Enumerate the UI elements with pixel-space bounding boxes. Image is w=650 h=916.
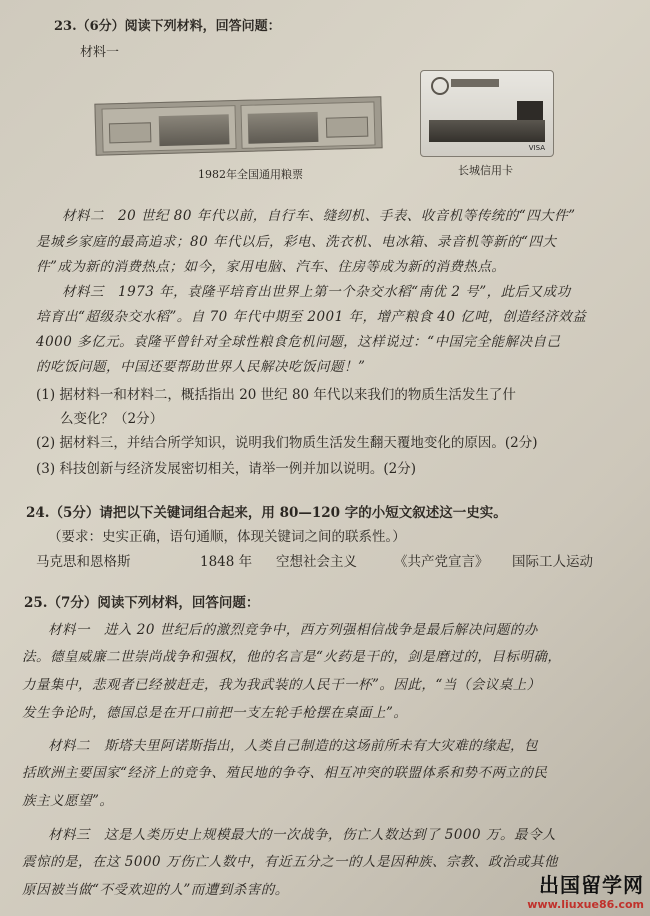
q25-material3-line: 材料三 这是人类历史上规模最大的一次战争，伤亡人数达到了 5000 万。最令人 (48, 827, 556, 843)
watermark-url: www.liuxue86.com (527, 898, 644, 911)
q24-requirement: （要求：史实正确，语句通顺，体现关键词之间的联系性。） (48, 529, 406, 545)
q23-material3-line: 培育出“超级杂交水稻”。自 70 年代中期至 2001 年，增产粮食 40 亿吨，创造经济效益 (36, 309, 587, 325)
q24-keyword: 1848 年 (200, 554, 253, 570)
q24-keyword: 空想社会主义 (276, 554, 357, 570)
q25-material1-line: 发生争论时，德国总是在开口前把一支左轮手枪摆在桌面上”。 (22, 705, 408, 721)
q25-material3-line: 震惊的是，在这 5000 万伤亡人数中，有近五分之一的人是因种族、宗教、政治或其他 (22, 854, 558, 870)
q25-material2-line: 括欧洲主要国家“经济上的竞争、殖民地的争夺、相互冲突的联盟体系和势不两立的民 (22, 765, 548, 781)
q25-material1-line: 材料一 进入 20 世纪后的激烈竞争中，西方列强相信战争是最后解决问题的办 (48, 622, 538, 638)
q23-material3-line: 4000 多亿元。袁隆平曾针对全球性粮食危机问题，这样说过：“中国完全能解决自己 (36, 334, 561, 350)
q23-question-2: (2) 据材料三，并结合所学知识，说明我们物质生活发生翻天覆地变化的原因。(2分) (36, 435, 538, 451)
q25-material3-line: 原因被当做“不受欢迎的人”而遭到杀害的。 (22, 882, 289, 898)
q23-material2-line: 件”成为新的消费热点；如今，家用电脑、汽车、住房等成为新的消费热点。 (36, 259, 506, 275)
q23-question-1: (1) 据材料一和材料二，概括指出 20 世纪 80 年代以来我们的物质生活发生了什 (36, 387, 516, 403)
q24-keyword: 《共产党宣言》 (394, 554, 489, 570)
q23-material2-line: 材料二 20 世纪 80 年代以前，自行车、缝纫机、手表、收音机等传统的“四大件” (62, 208, 576, 224)
q23-material3-line: 的吃饭问题，中国还要帮助世界人民解决吃饭问题！” (36, 359, 366, 375)
q23-material3-line: 材料三 1973 年，袁隆平培育出世界上第一个杂交水稻“南优 2 号”，此后又成功 (62, 284, 571, 300)
q25-material2-line: 族主义愿望”。 (22, 793, 114, 809)
q24-keyword: 马克思和恩格斯 (36, 554, 131, 570)
q25-material1-line: 法。德皇威廉二世崇尚战争和强权，他的名言是“火药是干的，剑是磨过的，目标明确， (22, 649, 562, 665)
q24-keyword: 国际工人运动 (512, 554, 593, 570)
q23-material1-label: 材料一 (80, 45, 120, 60)
q24-header: 24.（5分）请把以下关键词组合起来，用 80—120 字的小短文叙述这一史实。 (26, 505, 507, 521)
q25-header: 25.（7分）阅读下列材料，回答问题： (24, 595, 260, 611)
q23-header: 23.（6分）阅读下列材料，回答问题： (54, 19, 281, 34)
watermark-text: 出国留学网 (539, 873, 644, 897)
q23-question-1-cont: 么变化？（2分） (60, 411, 164, 427)
q23-question-3: (3) 科技创新与经济发展密切相关，请举一例并加以说明。(2分) (36, 461, 417, 477)
caption-credit-card: 长城信用卡 (458, 164, 513, 177)
site-watermark (527, 869, 644, 911)
credit-card-image: VISA (420, 70, 554, 157)
grain-ticket-image (94, 96, 382, 155)
q23-material2-line: 是城乡家庭的最高追求；80 年代以后，彩电、洗衣机、电冰箱、录音机等新的“四大 (36, 234, 557, 250)
q25-material1-line: 力量集中，悲观者已经被赶走，我为我武装的人民干一杯”。因此，“当（会议桌上） (22, 677, 541, 693)
q25-material2-line: 材料二 斯塔夫里阿诺斯指出，人类自己制造的这场前所未有大灾难的缘起，包 (48, 738, 538, 754)
caption-grain-ticket: 1982年全国通用粮票 (198, 168, 303, 181)
